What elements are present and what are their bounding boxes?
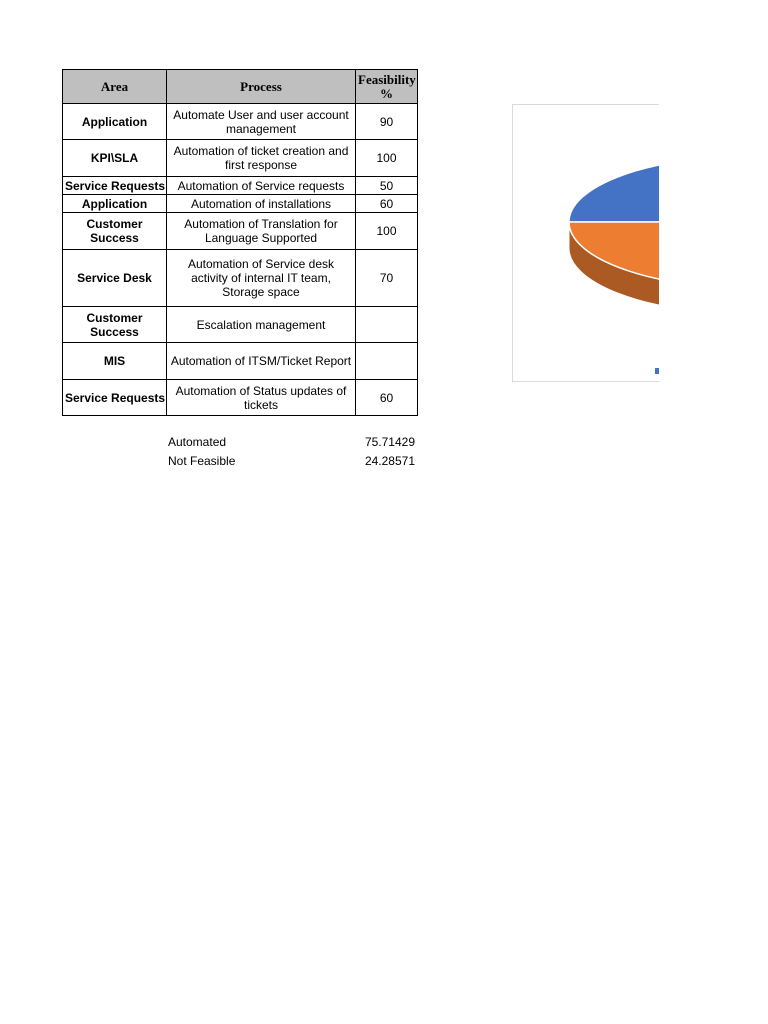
cell-feasibility[interactable]: 60 bbox=[356, 380, 418, 416]
cell-area[interactable]: Customer Success bbox=[63, 213, 167, 250]
cell-process[interactable]: Automation of installations bbox=[167, 195, 356, 213]
summary-value[interactable]: 24.28571 bbox=[364, 454, 415, 468]
cell-area[interactable]: Application bbox=[63, 104, 167, 140]
feasibility-table bbox=[62, 69, 418, 416]
cell-feasibility[interactable]: 60 bbox=[356, 195, 418, 213]
cell-area[interactable]: MIS bbox=[63, 343, 167, 380]
table-row bbox=[63, 307, 418, 343]
header-process[interactable]: Process bbox=[167, 70, 356, 104]
pie-chart[interactable] bbox=[512, 104, 659, 382]
legend-marker-automated bbox=[655, 368, 659, 374]
cell-area[interactable]: Service Desk bbox=[63, 250, 167, 307]
cell-feasibility[interactable]: 100 bbox=[356, 213, 418, 250]
cell-process[interactable]: Escalation management bbox=[167, 307, 356, 343]
cell-process[interactable]: Automation of Service desk activity of internal IT team, Storage space bbox=[167, 250, 356, 307]
table-header-row bbox=[63, 70, 418, 104]
summary-label[interactable]: Automated bbox=[168, 435, 227, 449]
table-row bbox=[63, 380, 418, 416]
table-row bbox=[63, 177, 418, 195]
cell-feasibility[interactable]: 50 bbox=[356, 177, 418, 195]
cell-feasibility[interactable]: 70 bbox=[356, 250, 418, 307]
cell-area[interactable]: Service Requests bbox=[63, 177, 167, 195]
header-feasibility[interactable]: Feasibility % bbox=[356, 70, 418, 104]
cell-process[interactable]: Automation of ticket creation and first response bbox=[167, 140, 356, 177]
cell-process[interactable]: Automation of Status updates of tickets bbox=[167, 380, 356, 416]
summary-value[interactable]: 75.71429 bbox=[364, 435, 415, 449]
table-row bbox=[63, 250, 418, 307]
cell-feasibility[interactable] bbox=[356, 307, 418, 343]
cell-process[interactable]: Automation of Service requests bbox=[167, 177, 356, 195]
cell-area[interactable]: Application bbox=[63, 195, 167, 213]
table-row bbox=[63, 213, 418, 250]
cell-process[interactable]: Automate User and user account management bbox=[167, 104, 356, 140]
cell-process[interactable]: Automation of ITSM/Ticket Report bbox=[167, 343, 356, 380]
cell-feasibility[interactable]: 100 bbox=[356, 140, 418, 177]
summary-label[interactable]: Not Feasible bbox=[168, 454, 236, 468]
table-row bbox=[63, 343, 418, 380]
cell-feasibility[interactable]: 90 bbox=[356, 104, 418, 140]
cell-area[interactable]: Service Requests bbox=[63, 380, 167, 416]
cell-area[interactable]: Customer Success bbox=[63, 307, 167, 343]
header-area[interactable]: Area bbox=[63, 70, 167, 104]
pie-chart-svg bbox=[513, 105, 659, 381]
table-row bbox=[63, 104, 418, 140]
table-row bbox=[63, 195, 418, 213]
cell-process[interactable]: Automation of Translation for Language Supported bbox=[167, 213, 356, 250]
table-row bbox=[63, 140, 418, 177]
cell-feasibility[interactable] bbox=[356, 343, 418, 380]
cell-area[interactable]: KPI\SLA bbox=[63, 140, 167, 177]
